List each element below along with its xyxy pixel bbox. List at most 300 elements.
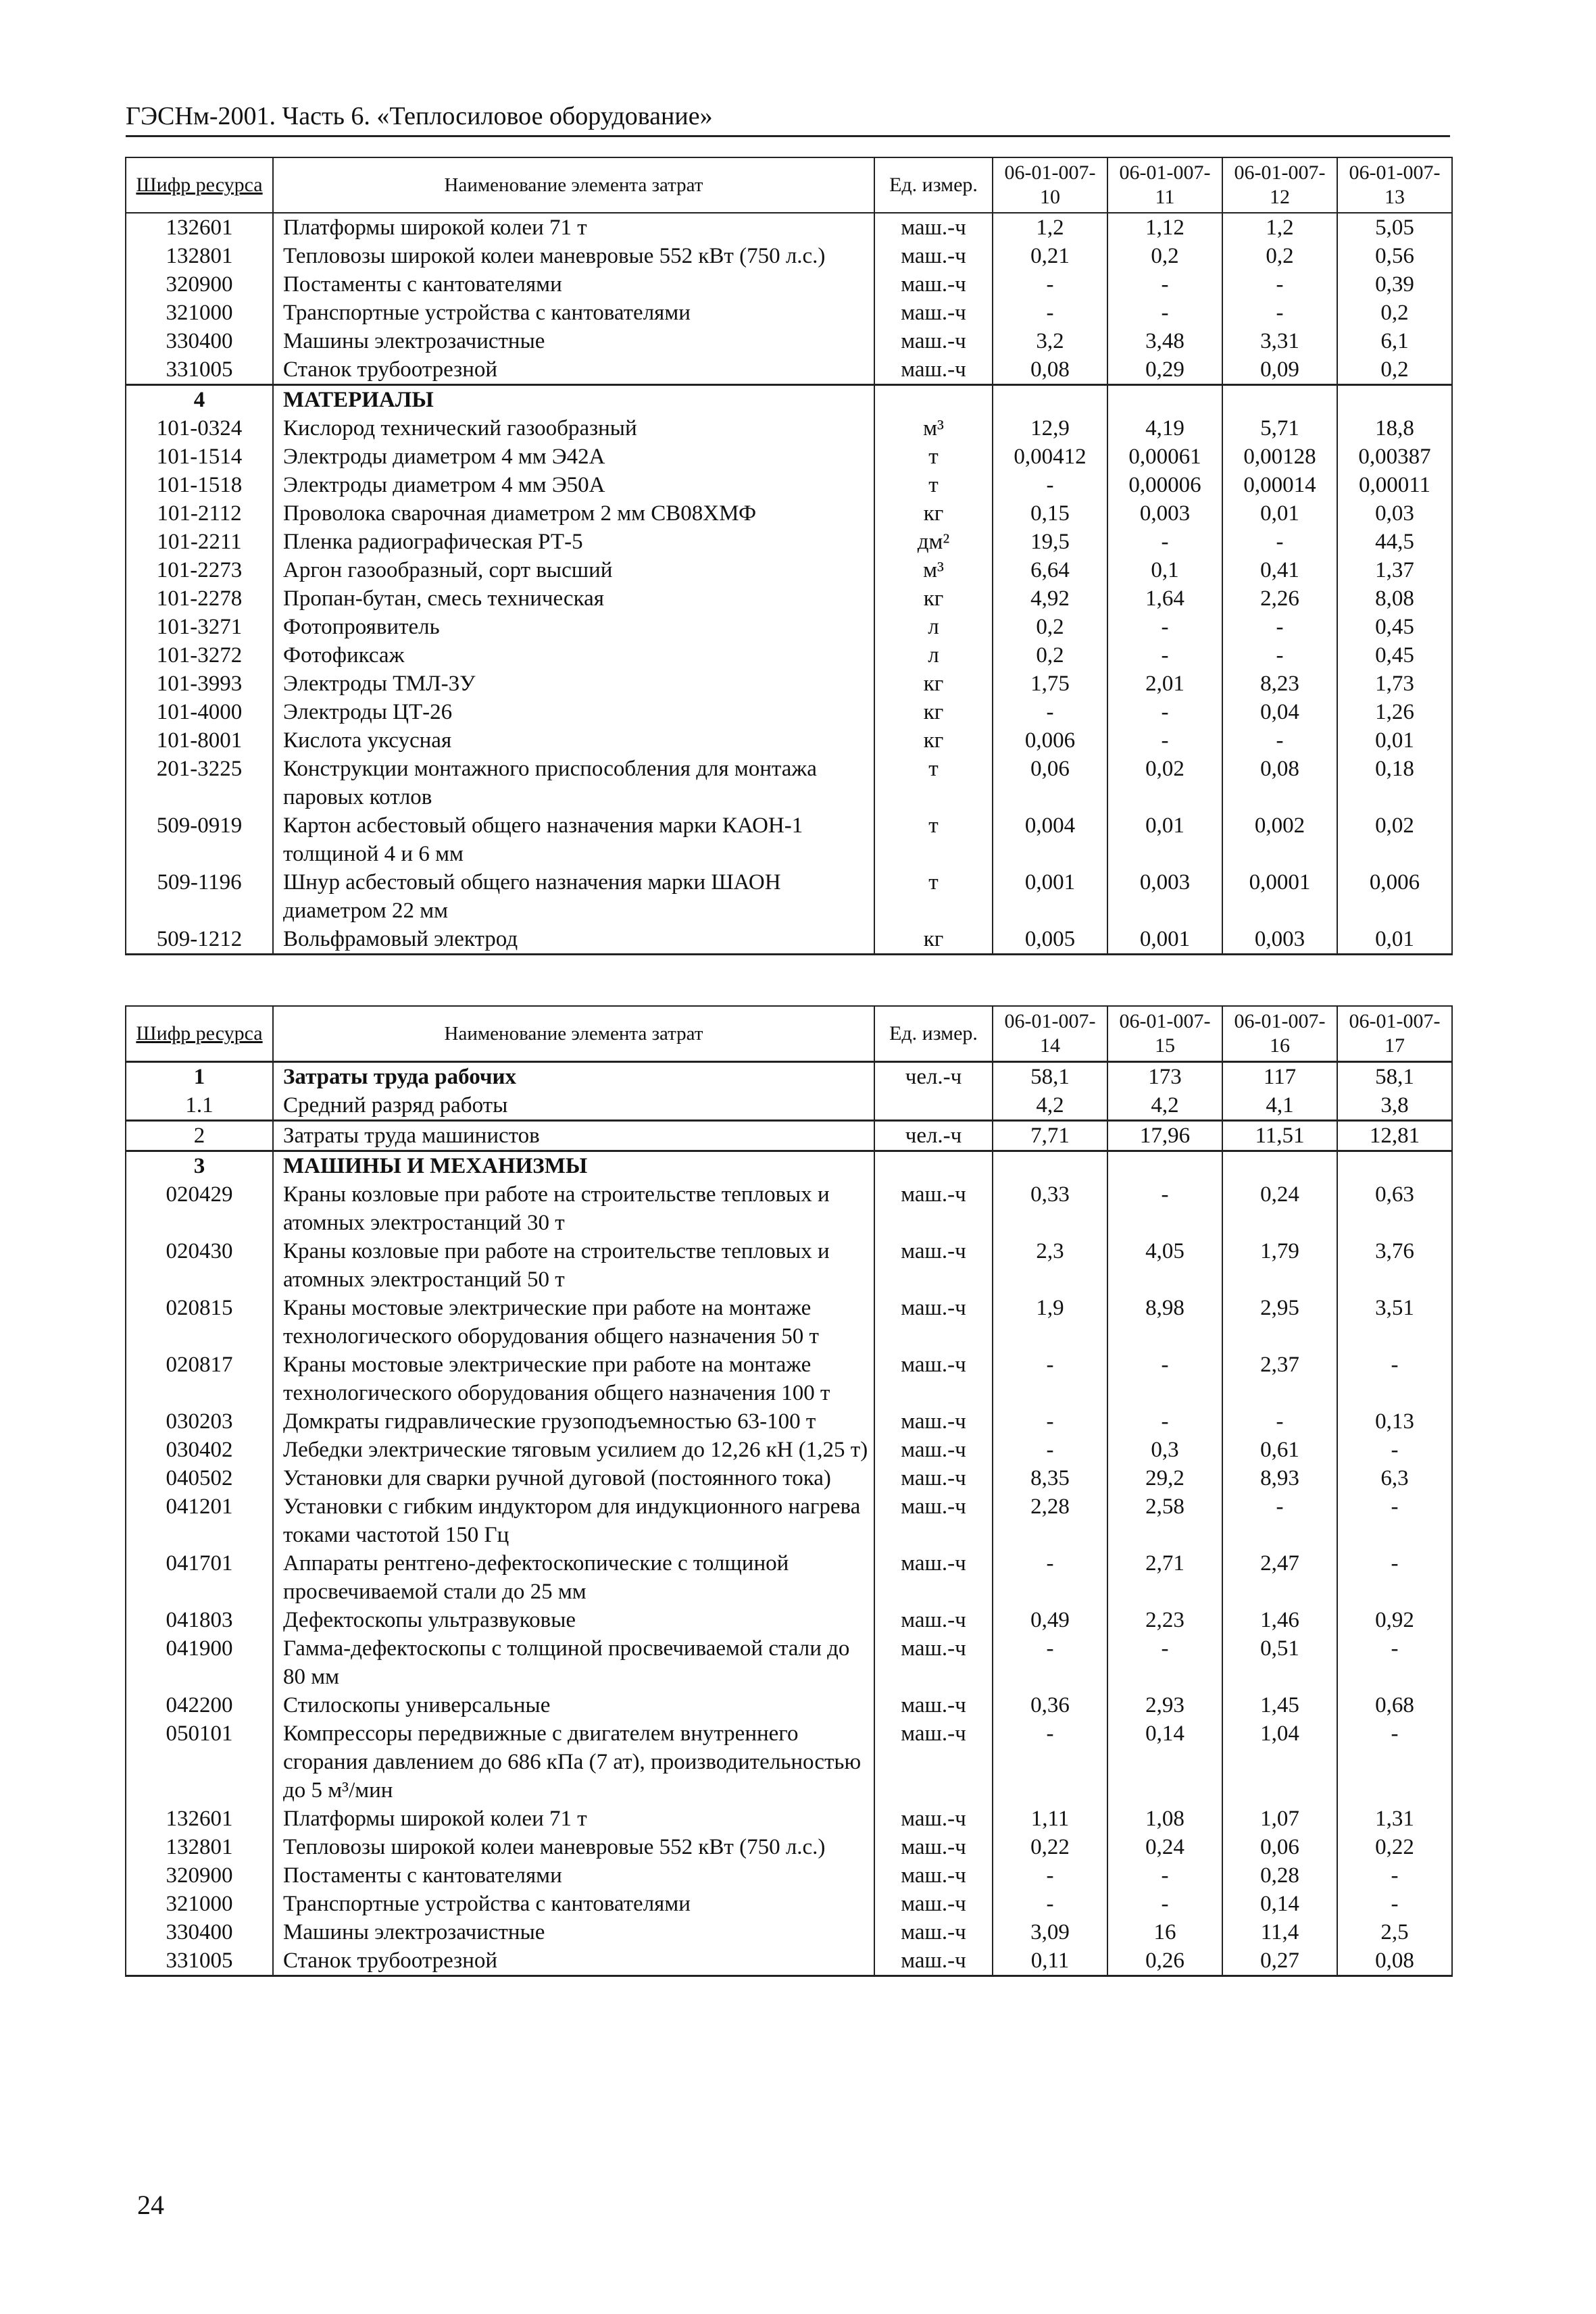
cell-unit: маш.-ч (874, 270, 993, 299)
cell-value-2: 17,96 (1107, 1121, 1222, 1151)
table-row (126, 327, 1452, 355)
cell-code: 020815 (126, 1294, 273, 1351)
table-row (126, 443, 1452, 471)
cell-value-2: 8,98 (1107, 1294, 1222, 1351)
cell-unit: чел.-ч (874, 1062, 993, 1092)
col-header-code: Шифр ресурса (126, 157, 273, 213)
cell-value-2: - (1107, 528, 1222, 556)
cell-code: 132801 (126, 1833, 273, 1861)
table-row (126, 670, 1452, 698)
cell-unit: маш.-ч (874, 1351, 993, 1407)
table-row (126, 1180, 1452, 1237)
col-header-norm-2: 06-01-007-15 (1107, 1006, 1222, 1062)
cell-name: Дефектоскопы ультразвуковые (273, 1606, 874, 1634)
cell-value-4: 0,2 (1337, 299, 1452, 327)
table-row (126, 726, 1452, 755)
cell-value-2: 0,003 (1107, 499, 1222, 528)
cell-value-2: 0,1 (1107, 556, 1222, 584)
cell-value-1: - (993, 698, 1107, 726)
cell-unit: маш.-ч (874, 355, 993, 385)
cell-value-3: 5,71 (1222, 414, 1337, 443)
cell-value-3: - (1222, 726, 1337, 755)
cell-unit: м³ (874, 556, 993, 584)
cell-value-1 (993, 1151, 1107, 1181)
cell-value-1: 1,75 (993, 670, 1107, 698)
cell-value-4: 0,006 (1337, 868, 1452, 925)
table-row (126, 1719, 1452, 1805)
cell-value-2: 0,01 (1107, 811, 1222, 868)
cell-value-1: 0,005 (993, 925, 1107, 955)
cell-name: Краны козловые при работе на строительстве тепловых и атомных электростанций 50 т (273, 1237, 874, 1294)
cell-name: Затраты труда рабочих (273, 1062, 874, 1092)
col-header-norm-4: 06-01-007-13 (1337, 157, 1452, 213)
cell-code: 132801 (126, 242, 273, 270)
cell-value-2: 2,23 (1107, 1606, 1222, 1634)
cell-code: 509-0919 (126, 811, 273, 868)
table-row (126, 1294, 1452, 1351)
cell-name: Затраты труда машинистов (273, 1121, 874, 1151)
cell-value-3: 0,24 (1222, 1180, 1337, 1237)
cell-value-1: 58,1 (993, 1062, 1107, 1092)
cell-value-3: 1,07 (1222, 1805, 1337, 1833)
table-row (126, 1833, 1452, 1861)
cell-value-3 (1222, 1151, 1337, 1181)
cell-value-1: - (993, 1861, 1107, 1890)
cell-value-2: - (1107, 1180, 1222, 1237)
table-row (126, 213, 1452, 242)
cell-code: 042200 (126, 1691, 273, 1719)
cell-value-4 (1337, 385, 1452, 415)
cell-code: 4 (126, 385, 273, 415)
cell-value-1: 1,9 (993, 1294, 1107, 1351)
cell-value-4: 1,37 (1337, 556, 1452, 584)
cell-value-2: 0,3 (1107, 1436, 1222, 1464)
cell-value-4: 44,5 (1337, 528, 1452, 556)
table-body (126, 213, 1452, 955)
cell-value-3: - (1222, 1407, 1337, 1436)
cell-code: 101-2211 (126, 528, 273, 556)
cell-unit: маш.-ч (874, 1861, 993, 1890)
cell-code: 1.1 (126, 1091, 273, 1121)
cell-name: Постаменты с кантователями (273, 1861, 874, 1890)
cell-value-4: 0,01 (1337, 726, 1452, 755)
cell-unit: кг (874, 670, 993, 698)
cell-value-3: 1,45 (1222, 1691, 1337, 1719)
cell-name: Фотопроявитель (273, 613, 874, 641)
cell-value-2: 4,2 (1107, 1091, 1222, 1121)
cell-code: 030402 (126, 1436, 273, 1464)
cell-value-3: 8,23 (1222, 670, 1337, 698)
cell-value-1: 19,5 (993, 528, 1107, 556)
cell-value-3: 0,01 (1222, 499, 1337, 528)
cell-name: Платформы широкой колеи 71 т (273, 213, 874, 242)
cell-value-1: - (993, 1549, 1107, 1606)
table-row (126, 1861, 1452, 1890)
col-header-norm-1: 06-01-007-14 (993, 1006, 1107, 1062)
cell-value-1: 0,004 (993, 811, 1107, 868)
table-row (126, 1237, 1452, 1294)
cell-value-1: 0,36 (993, 1691, 1107, 1719)
cell-value-2: 0,001 (1107, 925, 1222, 955)
cell-unit (874, 385, 993, 415)
cell-value-1: 1,11 (993, 1805, 1107, 1833)
table-row (126, 1549, 1452, 1606)
cell-name: Установки с гибким индуктором для индукционного нагрева токами частотой 150 Гц (273, 1492, 874, 1549)
cell-value-2: - (1107, 698, 1222, 726)
cell-value-4: 0,56 (1337, 242, 1452, 270)
cell-name: Кислород технический газообразный (273, 414, 874, 443)
table-row (126, 1890, 1452, 1918)
cell-value-1: 4,2 (993, 1091, 1107, 1121)
cell-value-2: 4,19 (1107, 414, 1222, 443)
cell-name: Краны мостовые электрические при работе на монтаже технологического оборудования общего назначения 100 т (273, 1351, 874, 1407)
cell-value-3: 4,1 (1222, 1091, 1337, 1121)
table-row (126, 613, 1452, 641)
cell-value-3: - (1222, 299, 1337, 327)
cell-unit: маш.-ч (874, 1719, 993, 1805)
cell-value-2: 0,00006 (1107, 471, 1222, 499)
table-row (126, 925, 1452, 955)
cell-value-4: 1,26 (1337, 698, 1452, 726)
cell-unit: т (874, 755, 993, 811)
cell-value-4: 3,51 (1337, 1294, 1452, 1351)
cell-value-3: - (1222, 613, 1337, 641)
table-row (126, 471, 1452, 499)
cell-value-1: - (993, 1719, 1107, 1805)
cell-value-2: 1,12 (1107, 213, 1222, 242)
cell-code: 041900 (126, 1634, 273, 1691)
table-row (126, 1091, 1452, 1121)
col-header-norm-2: 06-01-007-11 (1107, 157, 1222, 213)
cell-value-1: 0,22 (993, 1833, 1107, 1861)
cell-value-1: 0,11 (993, 1946, 1107, 1976)
cell-value-2: - (1107, 270, 1222, 299)
table-row (126, 528, 1452, 556)
table-row (126, 1946, 1452, 1976)
cell-value-4: 6,1 (1337, 327, 1452, 355)
cell-code: 1 (126, 1062, 273, 1092)
cell-value-4: 3,76 (1337, 1237, 1452, 1294)
cell-value-4: 2,5 (1337, 1918, 1452, 1946)
cell-value-4: 3,8 (1337, 1091, 1452, 1121)
cell-value-2: - (1107, 1634, 1222, 1691)
cell-name: Платформы широкой колеи 71 т (273, 1805, 874, 1833)
table-row (126, 1464, 1452, 1492)
cell-value-1: - (993, 1436, 1107, 1464)
table-row (126, 385, 1452, 415)
cell-value-1: 3,09 (993, 1918, 1107, 1946)
cell-code: 2 (126, 1121, 273, 1151)
table-row (126, 1407, 1452, 1436)
cell-name: Транспортные устройства с кантователями (273, 299, 874, 327)
cell-name: Станок трубоотрезной (273, 1946, 874, 1976)
cell-value-4: 12,81 (1337, 1121, 1452, 1151)
cell-unit: маш.-ч (874, 1833, 993, 1861)
table-body (126, 1062, 1452, 1976)
resource-table-1 (125, 157, 1453, 955)
cell-value-2: 1,64 (1107, 584, 1222, 613)
cell-value-1: 1,2 (993, 213, 1107, 242)
cell-value-1: 3,2 (993, 327, 1107, 355)
cell-name: Фотофиксаж (273, 641, 874, 670)
cell-value-4: 5,05 (1337, 213, 1452, 242)
cell-code: 050101 (126, 1719, 273, 1805)
table-row (126, 1436, 1452, 1464)
cell-value-3: 2,26 (1222, 584, 1337, 613)
cell-value-2: 16 (1107, 1918, 1222, 1946)
cell-code: 132601 (126, 1805, 273, 1833)
cell-name: Краны мостовые электрические при работе на монтаже технологического оборудования общего назначения 50 т (273, 1294, 874, 1351)
cell-value-4: 0,08 (1337, 1946, 1452, 1976)
cell-code: 201-3225 (126, 755, 273, 811)
cell-value-4 (1337, 1151, 1452, 1181)
cell-value-4: 0,22 (1337, 1833, 1452, 1861)
cell-value-1: - (993, 1351, 1107, 1407)
cell-unit: маш.-ч (874, 1606, 993, 1634)
cell-value-3: 0,2 (1222, 242, 1337, 270)
cell-unit: т (874, 868, 993, 925)
cell-value-4: 0,63 (1337, 1180, 1452, 1237)
cell-value-3: 0,002 (1222, 811, 1337, 868)
table-row (126, 355, 1452, 385)
cell-name: Пропан-бутан, смесь техническая (273, 584, 874, 613)
cell-name: Конструкции монтажного приспособления для монтажа паровых котлов (273, 755, 874, 811)
cell-code: 509-1212 (126, 925, 273, 955)
cell-unit: маш.-ч (874, 1464, 993, 1492)
cell-value-3: 8,93 (1222, 1464, 1337, 1492)
table-row (126, 1121, 1452, 1151)
cell-value-1: 0,006 (993, 726, 1107, 755)
col-header-unit: Ед. измер. (874, 1006, 993, 1062)
cell-unit: маш.-ч (874, 213, 993, 242)
cell-value-3: 0,08 (1222, 755, 1337, 811)
table-row (126, 242, 1452, 270)
cell-name: Транспортные устройства с кантователями (273, 1890, 874, 1918)
cell-value-4: 0,2 (1337, 355, 1452, 385)
cell-value-3: 0,09 (1222, 355, 1337, 385)
cell-value-2: 0,02 (1107, 755, 1222, 811)
cell-value-4: - (1337, 1634, 1452, 1691)
cell-value-4: 0,00011 (1337, 471, 1452, 499)
cell-name: МАТЕРИАЛЫ (273, 385, 874, 415)
cell-value-3: 2,37 (1222, 1351, 1337, 1407)
cell-value-1: 4,92 (993, 584, 1107, 613)
cell-value-2: 0,29 (1107, 355, 1222, 385)
cell-name: Электроды диаметром 4 мм Э50А (273, 471, 874, 499)
cell-name: Кислота уксусная (273, 726, 874, 755)
cell-value-3: 0,04 (1222, 698, 1337, 726)
cell-unit: маш.-ч (874, 1918, 993, 1946)
cell-code: 041701 (126, 1549, 273, 1606)
cell-value-1: 0,06 (993, 755, 1107, 811)
cell-value-3: 2,47 (1222, 1549, 1337, 1606)
cell-value-2: 0,2 (1107, 242, 1222, 270)
cell-name: Пленка радиографическая РТ-5 (273, 528, 874, 556)
table-row (126, 868, 1452, 925)
cell-name: Тепловозы широкой колеи маневровые 552 кВт (750 л.с.) (273, 242, 874, 270)
cell-value-4: 0,18 (1337, 755, 1452, 811)
cell-code: 330400 (126, 327, 273, 355)
cell-code: 030203 (126, 1407, 273, 1436)
cell-code: 020817 (126, 1351, 273, 1407)
cell-value-1: - (993, 1407, 1107, 1436)
cell-code: 101-3272 (126, 641, 273, 670)
cell-value-3: - (1222, 528, 1337, 556)
cell-unit: л (874, 641, 993, 670)
cell-code: 509-1196 (126, 868, 273, 925)
cell-value-3: 0,0001 (1222, 868, 1337, 925)
cell-name: Вольфрамовый электрод (273, 925, 874, 955)
cell-value-2: 2,71 (1107, 1549, 1222, 1606)
cell-value-2: - (1107, 726, 1222, 755)
table-row (126, 1918, 1452, 1946)
cell-value-1: 0,001 (993, 868, 1107, 925)
cell-name: Машины электрозачистные (273, 1918, 874, 1946)
cell-name: Картон асбестовый общего назначения марки КАОН-1 толщиной 4 и 6 мм (273, 811, 874, 868)
col-header-norm-3: 06-01-007-16 (1222, 1006, 1337, 1062)
cell-value-4: 0,13 (1337, 1407, 1452, 1436)
table-row (126, 499, 1452, 528)
cell-value-2: 2,58 (1107, 1492, 1222, 1549)
cell-code: 101-0324 (126, 414, 273, 443)
cell-unit: маш.-ч (874, 1549, 993, 1606)
cell-unit: кг (874, 584, 993, 613)
cell-value-2: 173 (1107, 1062, 1222, 1092)
cell-value-4: - (1337, 1351, 1452, 1407)
table-row (126, 1062, 1452, 1092)
cell-code: 101-3271 (126, 613, 273, 641)
cell-value-1: 0,00412 (993, 443, 1107, 471)
cell-value-1: 0,49 (993, 1606, 1107, 1634)
table-row (126, 1805, 1452, 1833)
cell-value-2: - (1107, 1351, 1222, 1407)
document-title: ГЭСНм-2001. Часть 6. «Теплосиловое оборудование» (126, 102, 713, 130)
cell-value-4: 0,00387 (1337, 443, 1452, 471)
cell-value-4: 6,3 (1337, 1464, 1452, 1492)
cell-code: 320900 (126, 1861, 273, 1890)
cell-value-3: 11,51 (1222, 1121, 1337, 1151)
col-header-norm-4: 06-01-007-17 (1337, 1006, 1452, 1062)
cell-unit (874, 1091, 993, 1121)
cell-value-2: 2,93 (1107, 1691, 1222, 1719)
cell-unit: м³ (874, 414, 993, 443)
cell-name: Проволока сварочная диаметром 2 мм СВ08ХМФ (273, 499, 874, 528)
cell-name: Электроды ТМЛ-3У (273, 670, 874, 698)
cell-value-3: 1,79 (1222, 1237, 1337, 1294)
cell-value-3: 11,4 (1222, 1918, 1337, 1946)
cell-unit: кг (874, 698, 993, 726)
table-row (126, 1606, 1452, 1634)
cell-code: 020430 (126, 1237, 273, 1294)
cell-value-1: - (993, 299, 1107, 327)
cell-unit: маш.-ч (874, 1180, 993, 1237)
cell-code: 101-1518 (126, 471, 273, 499)
running-header (126, 101, 1450, 137)
cell-name: Установки для сварки ручной дуговой (постоянного тока) (273, 1464, 874, 1492)
cell-value-3: 3,31 (1222, 327, 1337, 355)
cell-value-1: - (993, 1634, 1107, 1691)
cell-unit: чел.-ч (874, 1121, 993, 1151)
cell-name: МАШИНЫ И МЕХАНИЗМЫ (273, 1151, 874, 1181)
cell-value-4: - (1337, 1549, 1452, 1606)
cell-value-4: 0,45 (1337, 641, 1452, 670)
cell-unit: маш.-ч (874, 1946, 993, 1976)
cell-value-2: 0,24 (1107, 1833, 1222, 1861)
cell-name: Краны козловые при работе на строительстве тепловых и атомных электростанций 30 т (273, 1180, 874, 1237)
cell-name: Электроды диаметром 4 мм Э42А (273, 443, 874, 471)
cell-value-3: 1,04 (1222, 1719, 1337, 1805)
cell-value-3: 0,51 (1222, 1634, 1337, 1691)
cell-name: Домкраты гидравлические грузоподъемностью 63-100 т (273, 1407, 874, 1436)
cell-value-4: 0,39 (1337, 270, 1452, 299)
cell-name: Машины электрозачистные (273, 327, 874, 355)
table-row (126, 1492, 1452, 1549)
cell-value-3: 0,41 (1222, 556, 1337, 584)
cell-code: 331005 (126, 355, 273, 385)
table-row (126, 641, 1452, 670)
col-header-code: Шифр ресурса (126, 1006, 273, 1062)
cell-value-4: 0,03 (1337, 499, 1452, 528)
table-row (126, 698, 1452, 726)
cell-value-4: 1,73 (1337, 670, 1452, 698)
cell-code: 3 (126, 1151, 273, 1181)
cell-value-2: 1,08 (1107, 1805, 1222, 1833)
cell-value-4: - (1337, 1890, 1452, 1918)
table-header-row (126, 1006, 1452, 1062)
table-row (126, 270, 1452, 299)
cell-value-2: - (1107, 613, 1222, 641)
table-header-row (126, 157, 1452, 213)
cell-unit: маш.-ч (874, 1407, 993, 1436)
cell-value-4: - (1337, 1861, 1452, 1890)
cell-value-1: 0,15 (993, 499, 1107, 528)
cell-value-1: 0,2 (993, 613, 1107, 641)
cell-value-4: 0,02 (1337, 811, 1452, 868)
cell-name: Тепловозы широкой колеи маневровые 552 кВт (750 л.с.) (273, 1833, 874, 1861)
cell-value-3: - (1222, 270, 1337, 299)
col-header-norm-3: 06-01-007-12 (1222, 157, 1337, 213)
cell-value-1: 8,35 (993, 1464, 1107, 1492)
cell-code: 041803 (126, 1606, 273, 1634)
cell-unit: маш.-ч (874, 1492, 993, 1549)
cell-value-2: 2,01 (1107, 670, 1222, 698)
cell-value-2: - (1107, 1861, 1222, 1890)
cell-code: 330400 (126, 1918, 273, 1946)
cell-code: 101-4000 (126, 698, 273, 726)
cell-unit: маш.-ч (874, 299, 993, 327)
cell-value-1: 6,64 (993, 556, 1107, 584)
cell-value-3: 0,28 (1222, 1861, 1337, 1890)
cell-name: Электроды ЦТ-26 (273, 698, 874, 726)
cell-value-4: - (1337, 1436, 1452, 1464)
cell-unit: маш.-ч (874, 242, 993, 270)
cell-value-1: 0,33 (993, 1180, 1107, 1237)
cell-name: Лебедки электрические тяговым усилием до 12,26 кН (1,25 т) (273, 1436, 874, 1464)
cell-value-2: 0,003 (1107, 868, 1222, 925)
cell-value-4: 0,92 (1337, 1606, 1452, 1634)
cell-value-4: 8,08 (1337, 584, 1452, 613)
cell-value-2: - (1107, 1890, 1222, 1918)
cell-value-4: 0,01 (1337, 925, 1452, 955)
cell-value-4: - (1337, 1492, 1452, 1549)
cell-code: 041201 (126, 1492, 273, 1549)
cell-unit: маш.-ч (874, 1634, 993, 1691)
page-number: 24 (137, 2190, 164, 2220)
cell-unit: маш.-ч (874, 1294, 993, 1351)
cell-value-1: - (993, 1890, 1107, 1918)
cell-value-3: 0,27 (1222, 1946, 1337, 1976)
cell-name: Аппараты рентгено-дефектоскопические с толщиной просвечиваемой стали до 25 мм (273, 1549, 874, 1606)
